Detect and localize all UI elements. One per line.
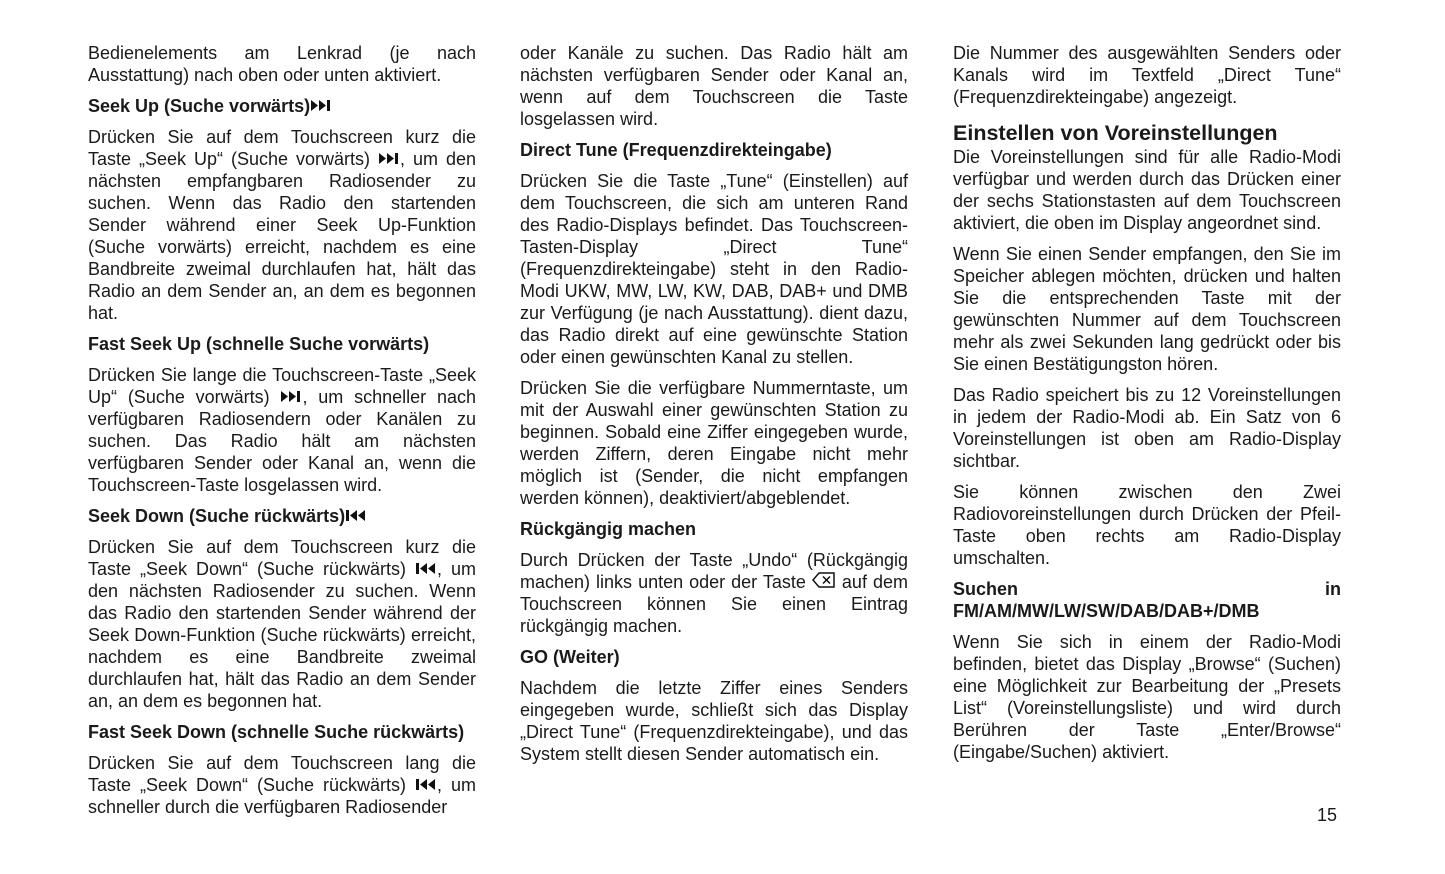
text: auf dem Touchscreen können Sie einen Eintrag rückgängig machen. bbox=[520, 572, 908, 636]
heading-direct-tune: Direct Tune (Frequenzdirekteingabe) bbox=[520, 140, 832, 160]
text: , um den nächsten empfangbaren Radiosender zu suchen. Wenn das Radio den startenden Sender während einer Seek Up-Funktion (Suche vorwärts) erreicht, nachdem es eine Bandbreite zweimal durchlaufen hat, hält das Radio an dem Sender an, an dem es begonnen hat. bbox=[88, 149, 476, 323]
paragraph: oder Kanäle zu suchen. Das Radio hält am nächsten verfügbaren Sender oder Kanal an, wenn auf dem Touchscreen die Taste losgelassen wird. bbox=[520, 43, 908, 129]
paragraph bbox=[88, 752, 476, 818]
text: , um den nächsten Radiosender zu suchen. Wenn das Radio den startenden Sender während der Seek Down-Funktion (Suche rückwärts) erreicht, nachdem es eine Bandbreite zweimal durchlaufen hat, hält das Radio an dem Sender an, an dem es begonnen hat. bbox=[88, 559, 476, 711]
paragraph bbox=[88, 126, 476, 324]
paragraph: Wenn Sie einen Sender empfangen, den Sie im Speicher ablegen möchten, drücken und halten Sie die entsprechenden Taste mit der gewünschten Nummer auf dem Touchscreen mehr als zwei Sekunden lang gedrückt oder bis Sie einen Bestätigungston hören. bbox=[953, 244, 1341, 374]
text: , um schneller durch die verfügbaren Radiosender bbox=[88, 775, 476, 817]
skip-forward-icon bbox=[310, 99, 332, 112]
paragraph bbox=[88, 364, 476, 496]
paragraph: Nachdem die letzte Ziffer eines Senders eingegeben wurde, schließt sich das Display „Direct Tune“ (Frequenzdirekteingabe), und das System stellt diesen Sender automatisch ein. bbox=[520, 678, 908, 764]
paragraph: Die Nummer des ausgewählten Senders oder Kanals wird im Textfeld „Direct Tune“ (Frequenzdirekteingabe) angezeigt. bbox=[953, 43, 1341, 107]
text: Drücken Sie auf dem Touchscreen lang die Taste „Seek Down“ (Suche rückwärts) bbox=[88, 753, 476, 795]
column-left bbox=[88, 42, 476, 827]
text: , um schneller nach verfügbaren Radiosendern oder Kanälen zu suchen. Das Radio hält am nächsten verfügbaren Sender oder Kanal an, wenn die Touchscreen-Taste losgelassen wird. bbox=[88, 387, 476, 495]
heading-search-modes: Suchen in FM/AM/MW/LW/SW/DAB/DAB+/DMB bbox=[953, 579, 1341, 621]
column-middle bbox=[520, 42, 908, 774]
skip-back-icon bbox=[415, 562, 437, 575]
skip-forward-icon bbox=[378, 152, 400, 165]
column-right bbox=[953, 42, 1341, 772]
text: Drücken Sie auf dem Touchscreen kurz die Taste „Seek Up“ (Suche vorwärts) bbox=[88, 127, 476, 169]
heading-seek-down bbox=[88, 505, 476, 527]
skip-back-icon bbox=[415, 778, 437, 791]
paragraph: Wenn Sie sich in einem der Radio-Modi befinden, bietet das Display „Browse“ (Suchen) eine Möglichkeit zur Bearbeitung der „Presets List“ (Voreinstellungsliste) und wird durch Berühren der Taste „Enter/Browse“ (Eingabe/Suchen) aktiviert. bbox=[953, 632, 1341, 762]
heading-fast-seek-up: Fast Seek Up (schnelle Suche vorwärts) bbox=[88, 334, 430, 354]
heading-text: Seek Down (Suche rückwärts) bbox=[88, 506, 346, 526]
text: Drücken Sie auf dem Touchscreen kurz die Taste „Seek Down“ (Suche rückwärts) bbox=[88, 537, 476, 579]
text: Drücken Sie lange die Touchscreen-Taste „Seek Up“ (Suche vorwärts) bbox=[88, 365, 476, 407]
paragraph bbox=[520, 549, 908, 637]
heading-go: GO (Weiter) bbox=[520, 647, 620, 667]
paragraph: Drücken Sie die Taste „Tune“ (Einstellen) auf dem Touchscreen, die sich am unteren Rand des Radio-Displays befindet. Das Touchscreen-Tasten-Display „Direct Tune“ (Frequenzdirekteingabe) steht in den Radio-Modi UKW, MW, LW, KW, DAB, DAB+ und DMB zur Verfügung (je nach Ausstattung). dient dazu, das Radio direkt auf eine gewünschte Station oder einen gewünschten Kanal zu stellen. bbox=[520, 171, 908, 367]
backspace-icon bbox=[812, 572, 836, 588]
paragraph: Bedienelements am Lenkrad (je nach Ausstattung) nach oben oder unten aktiviert. bbox=[88, 43, 476, 85]
heading-text: Seek Up (Suche vorwärts) bbox=[88, 96, 311, 116]
paragraph: Die Voreinstellungen sind für alle Radio-Modi verfügbar und werden durch das Drücken einer der sechs Stationstasten auf dem Touchscreen aktiviert, die oben im Display angeordnet sind. bbox=[953, 147, 1341, 233]
heading-presets: Einstellen von Voreinstellungen bbox=[953, 121, 1278, 145]
skip-forward-icon bbox=[280, 390, 302, 403]
paragraph: Drücken Sie die verfügbare Nummerntaste, um mit der Auswahl einer gewünschten Station zu beginnen. Sobald eine Ziffer eingegeben wurde, werden Ziffern, deren Eingabe nicht mehr möglich ist (Sender, die nicht empfangen werden können), deaktiviert/abgeblendet. bbox=[520, 378, 908, 508]
heading-undo: Rückgängig machen bbox=[520, 519, 697, 539]
paragraph bbox=[88, 536, 476, 712]
skip-back-icon bbox=[345, 509, 367, 522]
paragraph: Das Radio speichert bis zu 12 Voreinstellungen in jedem der Radio-Modi ab. Ein Satz von 6 Voreinstellungen ist oben am Radio-Display sichtbar. bbox=[953, 385, 1341, 471]
heading-fast-seek-down: Fast Seek Down (schnelle Suche rückwärts) bbox=[88, 722, 465, 742]
page-number: 15 bbox=[1317, 805, 1338, 825]
heading-seek-up bbox=[88, 95, 476, 117]
paragraph: Sie können zwischen den Zwei Radiovoreinstellungen durch Drücken der Pfeil-Taste oben rechts am Radio-Display umschalten. bbox=[953, 482, 1341, 568]
text: Durch Drücken der Taste „Undo“ (Rückgängig machen) links unten oder der Taste bbox=[520, 550, 908, 592]
